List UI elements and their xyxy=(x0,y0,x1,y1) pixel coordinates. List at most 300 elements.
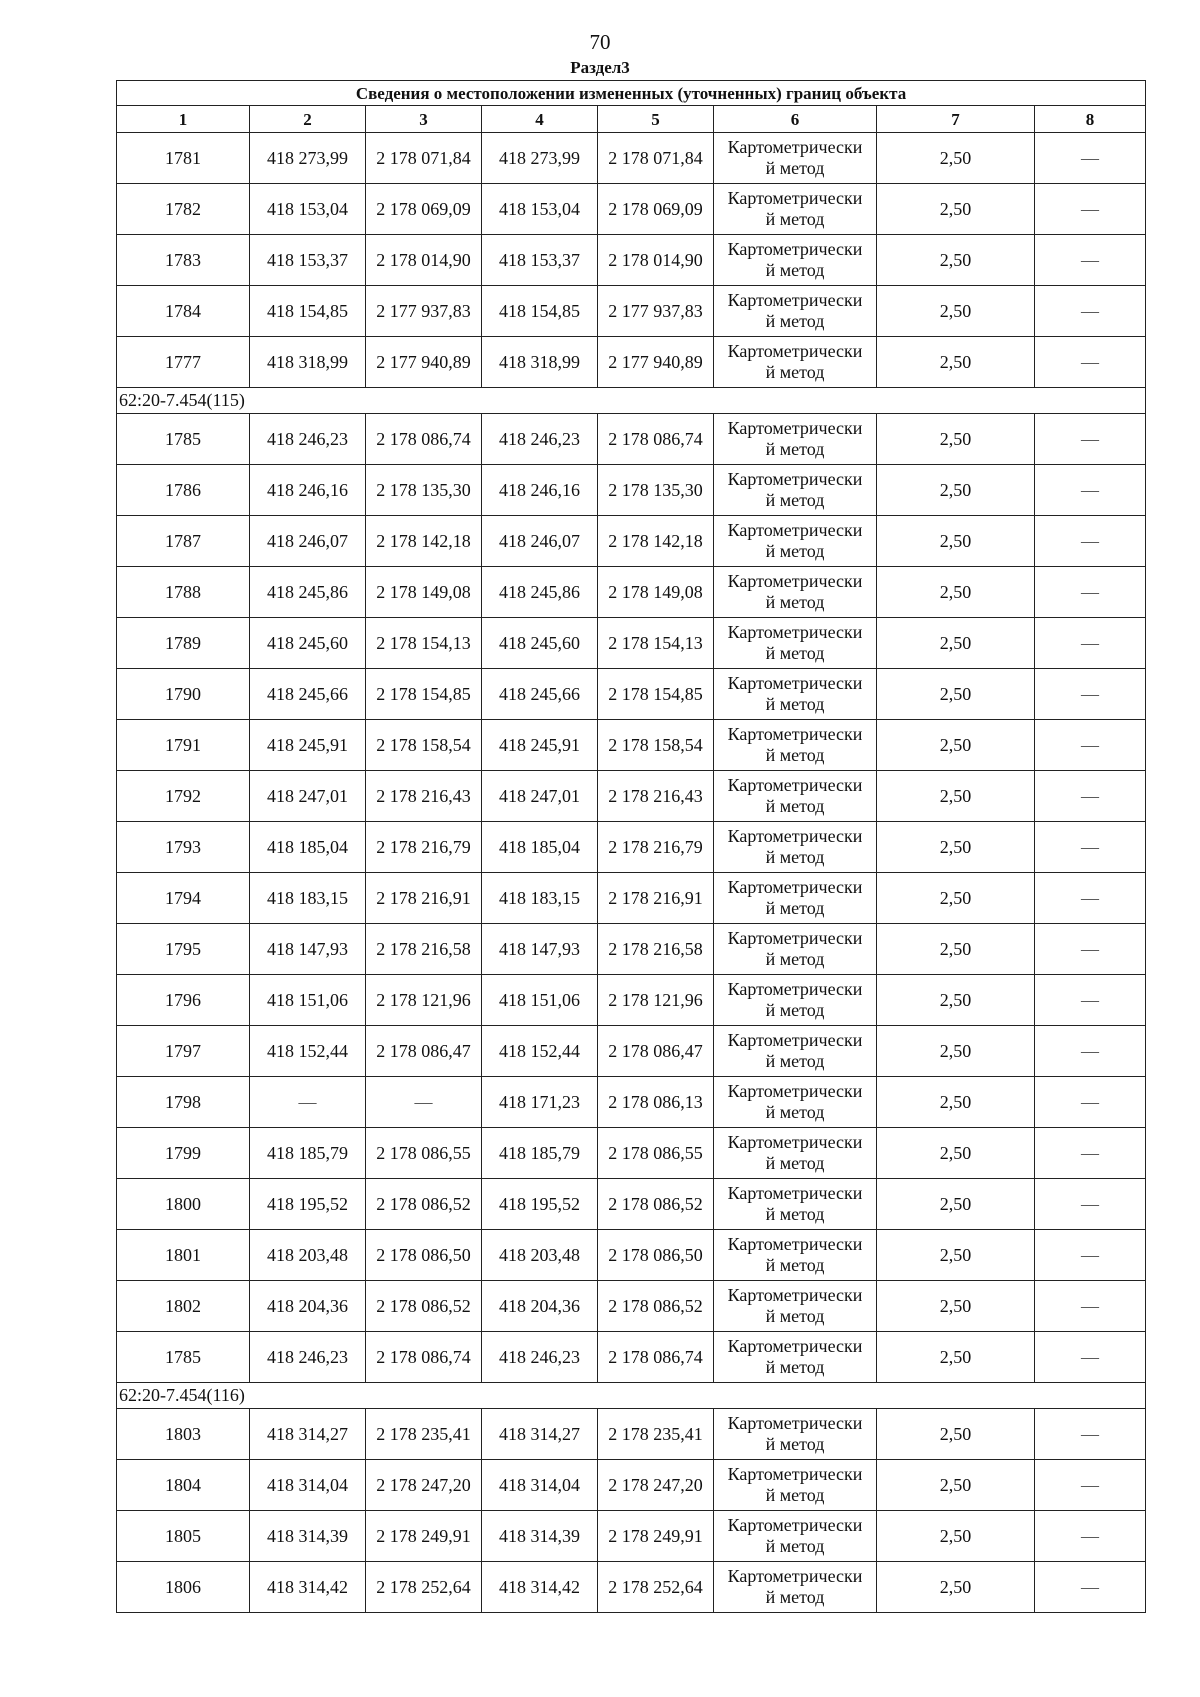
table-row xyxy=(117,1562,1146,1613)
new-y-coordinate: 2 178 149,08 xyxy=(598,567,714,618)
old-y-coordinate: 2 178 247,20 xyxy=(366,1460,482,1511)
point-number: 1785 xyxy=(117,1332,250,1383)
point-number: 1785 xyxy=(117,414,250,465)
new-y-coordinate: 2 178 086,50 xyxy=(598,1230,714,1281)
description: — xyxy=(1035,1511,1146,1562)
point-number: 1791 xyxy=(117,720,250,771)
method-line-2: й метод xyxy=(765,643,825,663)
method-line-2: й метод xyxy=(765,949,825,969)
method-line-2: й метод xyxy=(765,1204,825,1224)
old-y-coordinate: 2 178 135,30 xyxy=(366,465,482,516)
old-x-coordinate: 418 245,60 xyxy=(250,618,366,669)
point-number: 1783 xyxy=(117,235,250,286)
table-row xyxy=(117,235,1146,286)
table-row xyxy=(117,1332,1146,1383)
old-y-coordinate: 2 178 121,96 xyxy=(366,975,482,1026)
new-x-coordinate: 418 314,27 xyxy=(482,1409,598,1460)
column-number: 4 xyxy=(482,106,598,133)
new-y-coordinate: 2 178 086,74 xyxy=(598,414,714,465)
method-line-1: Картометрически xyxy=(727,724,863,744)
new-x-coordinate: 418 247,01 xyxy=(482,771,598,822)
point-number: 1794 xyxy=(117,873,250,924)
table-row xyxy=(117,1026,1146,1077)
method-line-1: Картометрически xyxy=(727,826,863,846)
description: — xyxy=(1035,133,1146,184)
method-line-2: й метод xyxy=(765,1536,825,1556)
point-number: 1777 xyxy=(117,337,250,388)
method-cell xyxy=(714,975,877,1026)
old-x-coordinate: 418 314,42 xyxy=(250,1562,366,1613)
method-line-1: Картометрически xyxy=(727,1234,863,1254)
old-x-coordinate: 418 153,04 xyxy=(250,184,366,235)
old-y-coordinate: 2 177 937,83 xyxy=(366,286,482,337)
old-y-coordinate: 2 177 940,89 xyxy=(366,337,482,388)
table-row xyxy=(117,1077,1146,1128)
old-x-coordinate: 418 245,86 xyxy=(250,567,366,618)
method-line-2: й метод xyxy=(765,1357,825,1377)
description: — xyxy=(1035,822,1146,873)
point-number: 1784 xyxy=(117,286,250,337)
method-line-1: Картометрически xyxy=(727,571,863,591)
method-cell xyxy=(714,720,877,771)
method-line-2: й метод xyxy=(765,847,825,867)
accuracy: 2,50 xyxy=(877,465,1035,516)
table-row xyxy=(117,771,1146,822)
new-y-coordinate: 2 178 158,54 xyxy=(598,720,714,771)
point-number: 1795 xyxy=(117,924,250,975)
point-number: 1793 xyxy=(117,822,250,873)
description: — xyxy=(1035,516,1146,567)
method-cell xyxy=(714,1332,877,1383)
old-x-coordinate: 418 318,99 xyxy=(250,337,366,388)
description: — xyxy=(1035,337,1146,388)
method-line-1: Картометрически xyxy=(727,1464,863,1484)
old-x-coordinate: 418 185,04 xyxy=(250,822,366,873)
new-y-coordinate: 2 177 940,89 xyxy=(598,337,714,388)
point-number: 1805 xyxy=(117,1511,250,1562)
new-y-coordinate: 2 178 216,43 xyxy=(598,771,714,822)
new-y-coordinate: 2 178 069,09 xyxy=(598,184,714,235)
description: — xyxy=(1035,465,1146,516)
description: — xyxy=(1035,618,1146,669)
description: — xyxy=(1035,1077,1146,1128)
table-row xyxy=(117,414,1146,465)
method-line-1: Картометрически xyxy=(727,1183,863,1203)
table-row xyxy=(117,720,1146,771)
new-x-coordinate: 418 318,99 xyxy=(482,337,598,388)
old-y-coordinate: 2 178 086,52 xyxy=(366,1281,482,1332)
new-y-coordinate: 2 178 121,96 xyxy=(598,975,714,1026)
method-cell xyxy=(714,1562,877,1613)
column-number: 5 xyxy=(598,106,714,133)
method-cell xyxy=(714,516,877,567)
parcel-id: 62:20-7.454(115) xyxy=(117,388,1146,414)
old-x-coordinate: 418 314,04 xyxy=(250,1460,366,1511)
old-y-coordinate: 2 178 142,18 xyxy=(366,516,482,567)
accuracy: 2,50 xyxy=(877,618,1035,669)
accuracy: 2,50 xyxy=(877,1179,1035,1230)
accuracy: 2,50 xyxy=(877,873,1035,924)
old-y-coordinate: 2 178 086,52 xyxy=(366,1179,482,1230)
description: — xyxy=(1035,184,1146,235)
page-number: 70 xyxy=(589,30,611,54)
old-x-coordinate: 418 185,79 xyxy=(250,1128,366,1179)
section-title: Раздел3 xyxy=(570,58,630,77)
method-cell xyxy=(714,133,877,184)
new-x-coordinate: 418 245,60 xyxy=(482,618,598,669)
new-y-coordinate: 2 178 247,20 xyxy=(598,1460,714,1511)
method-line-2: й метод xyxy=(765,439,825,459)
method-cell xyxy=(714,669,877,720)
accuracy: 2,50 xyxy=(877,1230,1035,1281)
point-number: 1788 xyxy=(117,567,250,618)
old-x-coordinate: 418 195,52 xyxy=(250,1179,366,1230)
old-y-coordinate: 2 178 252,64 xyxy=(366,1562,482,1613)
old-y-coordinate: 2 178 235,41 xyxy=(366,1409,482,1460)
parcel-id: 62:20-7.454(116) xyxy=(117,1383,1146,1409)
method-line-1: Картометрически xyxy=(727,979,863,999)
new-x-coordinate: 418 185,04 xyxy=(482,822,598,873)
table-caption-row xyxy=(117,81,1146,106)
new-x-coordinate: 418 246,07 xyxy=(482,516,598,567)
method-cell xyxy=(714,1230,877,1281)
old-x-coordinate: 418 273,99 xyxy=(250,133,366,184)
table-row xyxy=(117,286,1146,337)
new-y-coordinate: 2 178 086,74 xyxy=(598,1332,714,1383)
method-cell xyxy=(714,235,877,286)
new-x-coordinate: 418 183,15 xyxy=(482,873,598,924)
method-line-1: Картометрически xyxy=(727,341,863,361)
description: — xyxy=(1035,1128,1146,1179)
old-y-coordinate: 2 178 216,91 xyxy=(366,873,482,924)
new-y-coordinate: 2 178 135,30 xyxy=(598,465,714,516)
parcel-group-row xyxy=(117,388,1146,414)
old-x-coordinate: 418 147,93 xyxy=(250,924,366,975)
column-number: 3 xyxy=(366,106,482,133)
table-row xyxy=(117,1409,1146,1460)
point-number: 1792 xyxy=(117,771,250,822)
method-line-2: й метод xyxy=(765,362,825,382)
accuracy: 2,50 xyxy=(877,1077,1035,1128)
parcel-group-row xyxy=(117,1383,1146,1409)
old-y-coordinate: 2 178 086,50 xyxy=(366,1230,482,1281)
point-number: 1789 xyxy=(117,618,250,669)
method-line-1: Картометрически xyxy=(727,1336,863,1356)
new-x-coordinate: 418 185,79 xyxy=(482,1128,598,1179)
point-number: 1781 xyxy=(117,133,250,184)
method-line-1: Картометрически xyxy=(727,1132,863,1152)
method-cell xyxy=(714,1281,877,1332)
accuracy: 2,50 xyxy=(877,235,1035,286)
accuracy: 2,50 xyxy=(877,1026,1035,1077)
point-number: 1802 xyxy=(117,1281,250,1332)
accuracy: 2,50 xyxy=(877,669,1035,720)
new-x-coordinate: 418 147,93 xyxy=(482,924,598,975)
accuracy: 2,50 xyxy=(877,720,1035,771)
point-number: 1803 xyxy=(117,1409,250,1460)
table-title: Сведения о местоположении измененных (уточненных) границ объекта xyxy=(117,81,1146,106)
new-x-coordinate: 418 273,99 xyxy=(482,133,598,184)
table-row xyxy=(117,1460,1146,1511)
old-y-coordinate: 2 178 158,54 xyxy=(366,720,482,771)
table-row xyxy=(117,465,1146,516)
new-x-coordinate: 418 314,39 xyxy=(482,1511,598,1562)
description: — xyxy=(1035,235,1146,286)
method-cell xyxy=(714,771,877,822)
table-row xyxy=(117,1230,1146,1281)
description: — xyxy=(1035,771,1146,822)
accuracy: 2,50 xyxy=(877,414,1035,465)
method-line-2: й метод xyxy=(765,1587,825,1607)
point-number: 1800 xyxy=(117,1179,250,1230)
column-number: 7 xyxy=(877,106,1035,133)
new-x-coordinate: 418 245,66 xyxy=(482,669,598,720)
accuracy: 2,50 xyxy=(877,1332,1035,1383)
new-x-coordinate: 418 203,48 xyxy=(482,1230,598,1281)
old-x-coordinate: 418 154,85 xyxy=(250,286,366,337)
new-y-coordinate: 2 178 154,85 xyxy=(598,669,714,720)
point-number: 1797 xyxy=(117,1026,250,1077)
new-y-coordinate: 2 178 086,13 xyxy=(598,1077,714,1128)
method-line-2: й метод xyxy=(765,898,825,918)
table-row xyxy=(117,337,1146,388)
method-cell xyxy=(714,1026,877,1077)
old-y-coordinate: 2 178 071,84 xyxy=(366,133,482,184)
point-number: 1787 xyxy=(117,516,250,567)
accuracy: 2,50 xyxy=(877,822,1035,873)
old-x-coordinate: 418 153,37 xyxy=(250,235,366,286)
method-cell xyxy=(714,414,877,465)
accuracy: 2,50 xyxy=(877,1281,1035,1332)
point-number: 1798 xyxy=(117,1077,250,1128)
method-line-2: й метод xyxy=(765,592,825,612)
description: — xyxy=(1035,720,1146,771)
old-y-coordinate: 2 178 154,13 xyxy=(366,618,482,669)
point-number: 1801 xyxy=(117,1230,250,1281)
description: — xyxy=(1035,1179,1146,1230)
new-x-coordinate: 418 245,91 xyxy=(482,720,598,771)
description: — xyxy=(1035,669,1146,720)
table-row xyxy=(117,1179,1146,1230)
method-line-1: Картометрически xyxy=(727,520,863,540)
point-number: 1806 xyxy=(117,1562,250,1613)
table-row xyxy=(117,975,1146,1026)
new-x-coordinate: 418 246,23 xyxy=(482,414,598,465)
accuracy: 2,50 xyxy=(877,286,1035,337)
old-x-coordinate: 418 246,16 xyxy=(250,465,366,516)
method-line-2: й метод xyxy=(765,1485,825,1505)
accuracy: 2,50 xyxy=(877,516,1035,567)
method-line-2: й метод xyxy=(765,541,825,561)
new-y-coordinate: 2 178 216,79 xyxy=(598,822,714,873)
new-y-coordinate: 2 177 937,83 xyxy=(598,286,714,337)
method-cell xyxy=(714,286,877,337)
new-x-coordinate: 418 246,16 xyxy=(482,465,598,516)
point-number: 1786 xyxy=(117,465,250,516)
old-y-coordinate: 2 178 154,85 xyxy=(366,669,482,720)
new-x-coordinate: 418 153,37 xyxy=(482,235,598,286)
description: — xyxy=(1035,1460,1146,1511)
old-y-coordinate: 2 178 216,58 xyxy=(366,924,482,975)
method-line-1: Картометрически xyxy=(727,877,863,897)
table-row xyxy=(117,1281,1146,1332)
new-x-coordinate: 418 153,04 xyxy=(482,184,598,235)
accuracy: 2,50 xyxy=(877,1128,1035,1179)
method-line-1: Картометрически xyxy=(727,1285,863,1305)
method-line-2: й метод xyxy=(765,1306,825,1326)
table-row xyxy=(117,873,1146,924)
old-y-coordinate: 2 178 086,55 xyxy=(366,1128,482,1179)
old-y-coordinate: 2 178 216,43 xyxy=(366,771,482,822)
old-y-coordinate: — xyxy=(366,1077,482,1128)
new-y-coordinate: 2 178 014,90 xyxy=(598,235,714,286)
method-line-2: й метод xyxy=(765,1153,825,1173)
description: — xyxy=(1035,1562,1146,1613)
table-row xyxy=(117,133,1146,184)
column-number: 1 xyxy=(117,106,250,133)
method-cell xyxy=(714,567,877,618)
method-line-1: Картометрически xyxy=(727,469,863,489)
new-x-coordinate: 418 246,23 xyxy=(482,1332,598,1383)
point-number: 1790 xyxy=(117,669,250,720)
new-y-coordinate: 2 178 216,58 xyxy=(598,924,714,975)
point-number: 1799 xyxy=(117,1128,250,1179)
old-x-coordinate: 418 246,23 xyxy=(250,414,366,465)
table-row xyxy=(117,924,1146,975)
coordinates-table xyxy=(116,80,1146,1613)
method-cell xyxy=(714,1511,877,1562)
method-cell xyxy=(714,184,877,235)
old-x-coordinate: 418 314,27 xyxy=(250,1409,366,1460)
description: — xyxy=(1035,1026,1146,1077)
old-x-coordinate: 418 246,07 xyxy=(250,516,366,567)
method-cell xyxy=(714,1077,877,1128)
new-y-coordinate: 2 178 086,52 xyxy=(598,1281,714,1332)
method-line-1: Картометрически xyxy=(727,188,863,208)
table-row xyxy=(117,184,1146,235)
method-line-1: Картометрически xyxy=(727,1030,863,1050)
accuracy: 2,50 xyxy=(877,924,1035,975)
method-line-1: Картометрически xyxy=(727,622,863,642)
accuracy: 2,50 xyxy=(877,133,1035,184)
method-line-2: й метод xyxy=(765,1102,825,1122)
method-line-2: й метод xyxy=(765,490,825,510)
old-x-coordinate: 418 152,44 xyxy=(250,1026,366,1077)
new-y-coordinate: 2 178 252,64 xyxy=(598,1562,714,1613)
new-x-coordinate: 418 154,85 xyxy=(482,286,598,337)
old-x-coordinate: 418 204,36 xyxy=(250,1281,366,1332)
old-x-coordinate: 418 246,23 xyxy=(250,1332,366,1383)
new-y-coordinate: 2 178 235,41 xyxy=(598,1409,714,1460)
description: — xyxy=(1035,1281,1146,1332)
table-row xyxy=(117,516,1146,567)
old-y-coordinate: 2 178 086,47 xyxy=(366,1026,482,1077)
method-line-2: й метод xyxy=(765,260,825,280)
column-number-row xyxy=(117,106,1146,133)
new-x-coordinate: 418 314,04 xyxy=(482,1460,598,1511)
method-line-1: Картометрически xyxy=(727,673,863,693)
table-row xyxy=(117,669,1146,720)
method-line-2: й метод xyxy=(765,1434,825,1454)
point-number: 1796 xyxy=(117,975,250,1026)
new-y-coordinate: 2 178 154,13 xyxy=(598,618,714,669)
point-number: 1782 xyxy=(117,184,250,235)
accuracy: 2,50 xyxy=(877,1409,1035,1460)
old-x-coordinate: 418 203,48 xyxy=(250,1230,366,1281)
old-x-coordinate: 418 314,39 xyxy=(250,1511,366,1562)
accuracy: 2,50 xyxy=(877,1460,1035,1511)
method-line-2: й метод xyxy=(765,1000,825,1020)
method-line-1: Картометрически xyxy=(727,1515,863,1535)
method-cell xyxy=(714,337,877,388)
point-number: 1804 xyxy=(117,1460,250,1511)
method-line-2: й метод xyxy=(765,796,825,816)
old-x-coordinate: 418 183,15 xyxy=(250,873,366,924)
table-row xyxy=(117,567,1146,618)
method-cell xyxy=(714,1128,877,1179)
method-cell xyxy=(714,618,877,669)
table-row xyxy=(117,1511,1146,1562)
old-y-coordinate: 2 178 014,90 xyxy=(366,235,482,286)
description: — xyxy=(1035,1409,1146,1460)
old-x-coordinate: 418 245,66 xyxy=(250,669,366,720)
table-row xyxy=(117,1128,1146,1179)
new-x-coordinate: 418 245,86 xyxy=(482,567,598,618)
method-line-1: Картометрически xyxy=(727,137,863,157)
accuracy: 2,50 xyxy=(877,184,1035,235)
new-y-coordinate: 2 178 216,91 xyxy=(598,873,714,924)
accuracy: 2,50 xyxy=(877,771,1035,822)
old-x-coordinate: 418 245,91 xyxy=(250,720,366,771)
accuracy: 2,50 xyxy=(877,1562,1035,1613)
description: — xyxy=(1035,567,1146,618)
column-number: 8 xyxy=(1035,106,1146,133)
old-x-coordinate: 418 151,06 xyxy=(250,975,366,1026)
new-y-coordinate: 2 178 142,18 xyxy=(598,516,714,567)
method-cell xyxy=(714,873,877,924)
old-y-coordinate: 2 178 149,08 xyxy=(366,567,482,618)
new-y-coordinate: 2 178 086,47 xyxy=(598,1026,714,1077)
method-line-2: й метод xyxy=(765,694,825,714)
method-line-1: Картометрически xyxy=(727,1566,863,1586)
method-line-2: й метод xyxy=(765,209,825,229)
method-line-1: Картометрически xyxy=(727,928,863,948)
new-y-coordinate: 2 178 071,84 xyxy=(598,133,714,184)
accuracy: 2,50 xyxy=(877,337,1035,388)
method-line-2: й метод xyxy=(765,311,825,331)
method-cell xyxy=(714,924,877,975)
table-row xyxy=(117,618,1146,669)
method-line-2: й метод xyxy=(765,1255,825,1275)
method-cell xyxy=(714,1179,877,1230)
accuracy: 2,50 xyxy=(877,1511,1035,1562)
method-line-1: Картометрически xyxy=(727,1081,863,1101)
method-line-2: й метод xyxy=(765,745,825,765)
method-cell xyxy=(714,1460,877,1511)
new-y-coordinate: 2 178 086,52 xyxy=(598,1179,714,1230)
description: — xyxy=(1035,286,1146,337)
description: — xyxy=(1035,1332,1146,1383)
method-cell xyxy=(714,465,877,516)
new-x-coordinate: 418 195,52 xyxy=(482,1179,598,1230)
new-x-coordinate: 418 152,44 xyxy=(482,1026,598,1077)
old-y-coordinate: 2 178 086,74 xyxy=(366,414,482,465)
description: — xyxy=(1035,414,1146,465)
method-cell xyxy=(714,1409,877,1460)
method-cell xyxy=(714,822,877,873)
method-line-1: Картометрически xyxy=(727,239,863,259)
method-line-2: й метод xyxy=(765,1051,825,1071)
